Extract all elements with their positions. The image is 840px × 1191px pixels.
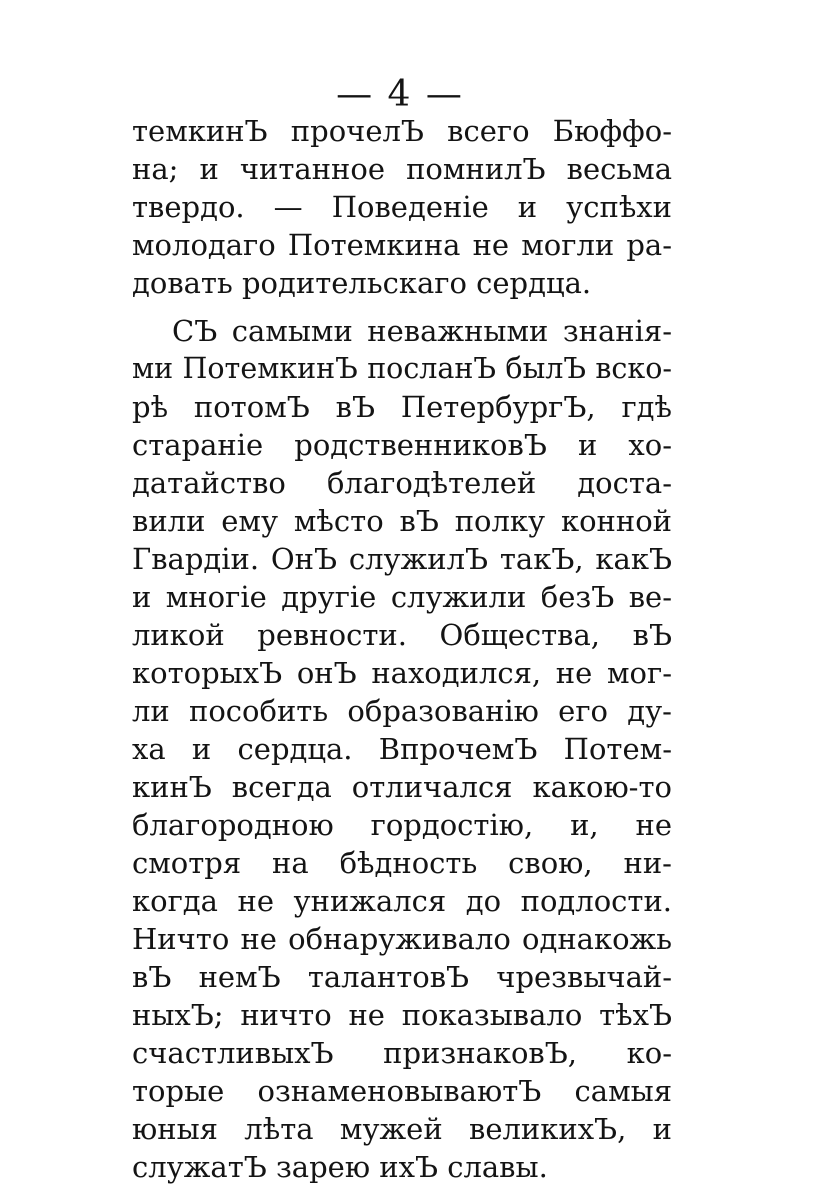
text-line: и многіе другіе служили безЪ ве-	[132, 580, 672, 614]
text-line: которыхЪ онЪ находился, не мог-	[132, 656, 672, 690]
text-line: ми ПотемкинЪ посланЪ былЪ вско-	[132, 352, 672, 385]
text-line: Гвардіи. ОнЪ служилЪ такЪ, какЪ	[132, 542, 672, 576]
paragraph-1	[132, 112, 672, 302]
text-line: когда не унижался до подлости.	[132, 884, 672, 918]
text-line: ныхЪ; ничто не показывало тѣхЪ	[132, 998, 672, 1032]
text-line: ха и сердца. ВпрочемЪ Потем-	[132, 732, 672, 766]
text-line: торые ознаменовываютЪ самыя	[132, 1074, 672, 1108]
text-line: служатЪ зарею ихЪ славы.	[132, 1150, 548, 1184]
text-line: Ничто не обнаруживало однакожь	[132, 922, 672, 956]
text-line: на; и читанное помнилЪ весьма	[132, 152, 672, 186]
text-line: рѣ потомЪ вЪ ПетербургЪ, гдѣ	[132, 390, 672, 424]
text-line: юныя лѣта мужей великихЪ, и	[132, 1112, 672, 1146]
text-line: смотря на бѣдность свою, ни-	[132, 846, 672, 880]
text-line: стараніе родственниковЪ и хо-	[132, 428, 672, 462]
text-line: вЪ немЪ талантовЪ чрезвычай-	[132, 960, 672, 994]
text-line: счастливыхЪ признаковЪ, ко-	[132, 1036, 672, 1070]
text-line: ли пособить образованію его ду-	[132, 694, 672, 728]
text-line: ликой ревности. Общества, вЪ	[132, 618, 672, 652]
text-line: молодаго Потемкина не могли ра-	[132, 228, 672, 262]
paragraph-2	[132, 312, 672, 1186]
text-line: довать родительскаго сердца.	[132, 266, 592, 300]
page-number: — 4 —	[336, 74, 464, 115]
text-line: благородною гордостію, и, не	[132, 808, 672, 842]
text-line: СЪ самыми неважными знанія-	[172, 314, 672, 348]
text-line: твердо. — Поведеніе и успѣхи	[132, 190, 672, 224]
text-line: датайство благодѣтелей доста-	[132, 466, 672, 500]
body-text	[132, 112, 672, 1186]
text-line: кинЪ всегда отличался какою-то	[132, 770, 672, 804]
text-line: вили ему мѣсто вЪ полку конной	[132, 504, 672, 538]
text-line: темкинЪ прочелЪ всего Бюффо-	[132, 114, 672, 148]
